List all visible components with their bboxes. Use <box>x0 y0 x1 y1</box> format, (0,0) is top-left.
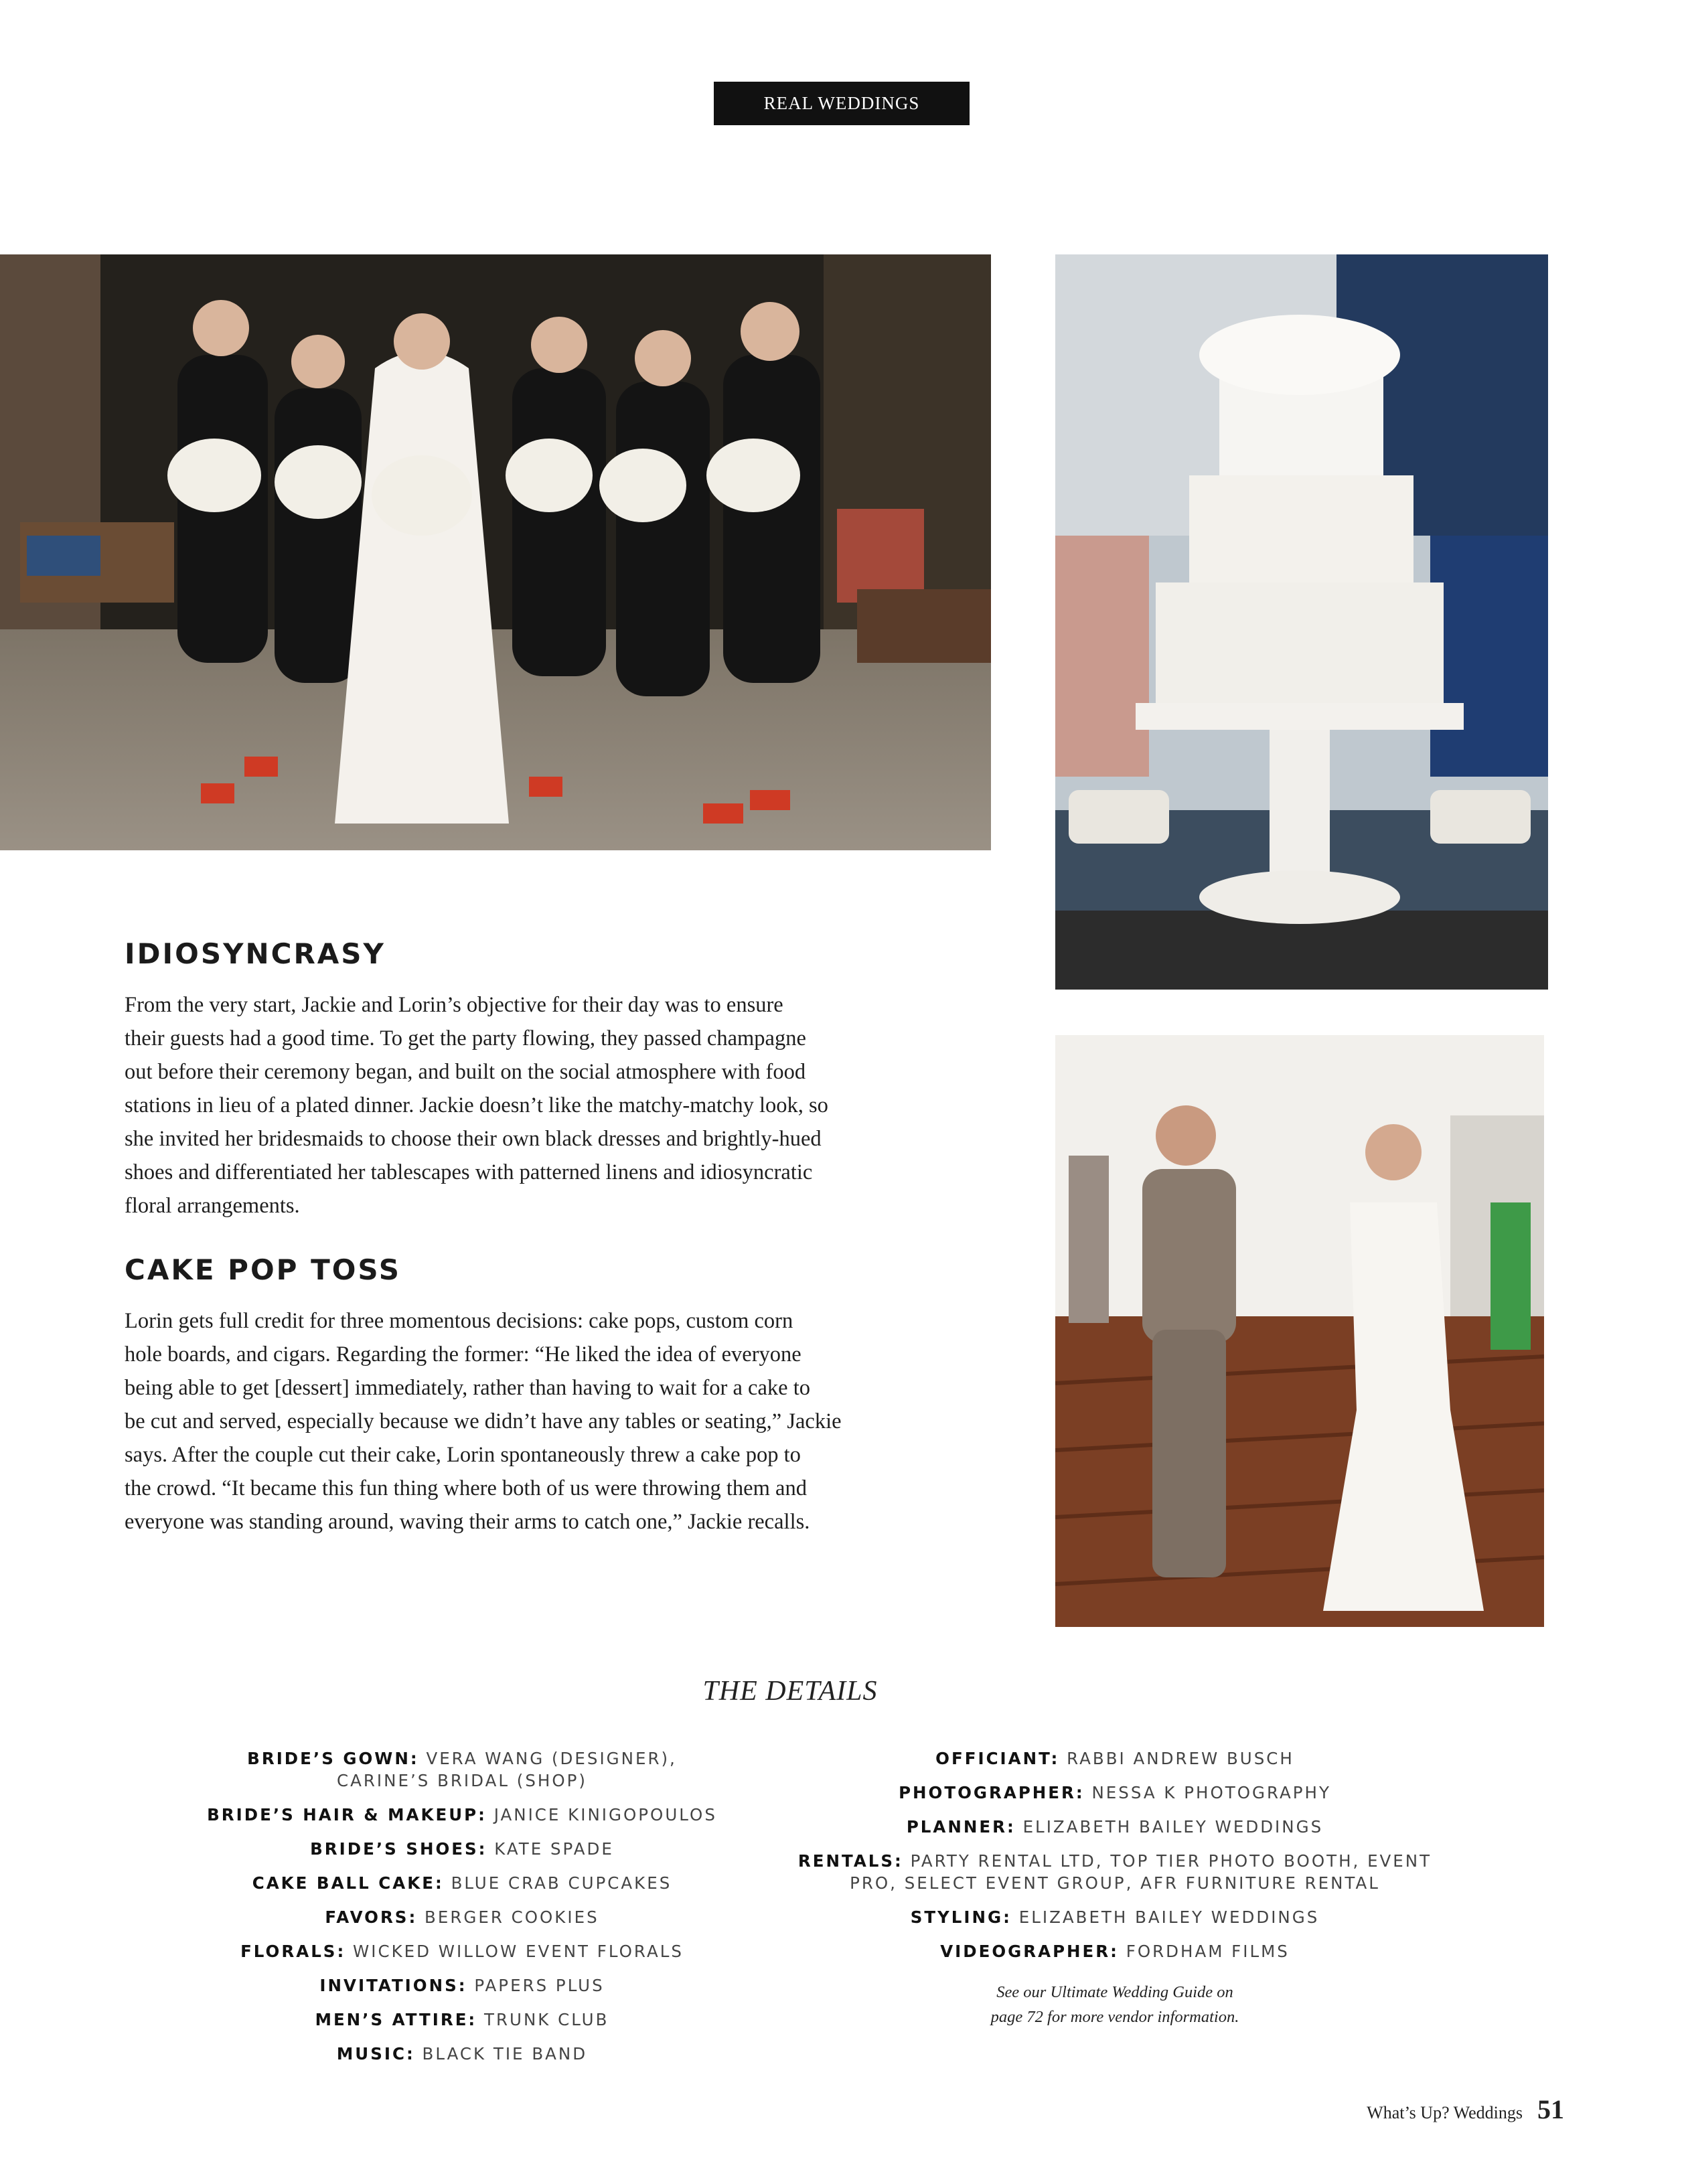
detail-value: ELIZABETH BAILEY WEDDINGS <box>1022 1817 1324 1837</box>
body-line: everyone was standing around, waving their arms to catch one,” Jackie recalls. <box>125 1510 810 1534</box>
body-line: out before their ceremony began, and built on the social atmosphere with food <box>125 1060 806 1084</box>
body-line: the crowd. “It became this fun thing where both of us were throwing them and <box>125 1476 807 1500</box>
detail-value: FORDHAM FILMS <box>1126 1942 1290 1961</box>
detail-label: OFFICIANT: <box>935 1749 1060 1768</box>
detail-value-continued: PRO, SELECT EVENT GROUP, AFR FURNITURE RENTAL <box>850 1873 1380 1893</box>
details-right-column <box>757 1747 1473 2029</box>
detail-item <box>757 1940 1473 1962</box>
detail-label: VIDEOGRAPHER: <box>940 1942 1119 1961</box>
detail-value: BLUE CRAB CUPCAKES <box>451 1873 672 1893</box>
body-line: she invited her bridesmaids to choose their own black dresses and brightly-hued <box>125 1127 822 1151</box>
detail-value-continued: CARINE’S BRIDAL (SHOP) <box>337 1771 587 1790</box>
body-line: being able to get [dessert] immediately, rather than having to wait for a cake to <box>125 1376 810 1400</box>
detail-item <box>757 1850 1473 1894</box>
detail-value: KATE SPADE <box>494 1839 614 1859</box>
detail-label: PLANNER: <box>906 1817 1016 1837</box>
body-line: shoes and differentiated her tablescapes with patterned linens and idiosyncratic <box>125 1160 813 1184</box>
section-heading-idiosyncrasy: IDIOSYNCRASY <box>125 937 386 970</box>
detail-value: BLACK TIE BAND <box>422 2044 588 2063</box>
page-number: 51 <box>1537 2094 1564 2124</box>
detail-value: BERGER COOKIES <box>425 1907 599 1927</box>
detail-label: PHOTOGRAPHER: <box>899 1783 1085 1802</box>
detail-item <box>757 1906 1473 1928</box>
section-body-idiosyncrasy <box>125 988 1015 1223</box>
detail-item <box>107 1872 817 1894</box>
body-line: be cut and served, especially because we didn’t have any tables or seating,” Jackie <box>125 1409 842 1433</box>
detail-item <box>757 1747 1473 1770</box>
detail-value: RABBI ANDREW BUSCH <box>1067 1749 1294 1768</box>
detail-value: ELIZABETH BAILEY WEDDINGS <box>1018 1907 1320 1927</box>
detail-item <box>107 1747 817 1792</box>
detail-value: PARTY RENTAL LTD, TOP TIER PHOTO BOOTH, EVENT <box>910 1851 1432 1871</box>
detail-label: MUSIC: <box>336 2044 415 2063</box>
body-line: stations in lieu of a plated dinner. Jackie doesn’t like the matchy-matchy look, so <box>125 1093 828 1117</box>
section-tag-label: REAL WEDDINGS <box>763 93 920 113</box>
detail-label: STYLING: <box>910 1907 1012 1927</box>
body-line: floral arrangements. <box>125 1194 300 1218</box>
detail-label: MEN’S ATTIRE: <box>315 2010 477 2029</box>
detail-item <box>107 1940 817 1962</box>
couple-dance-photo <box>1055 1035 1544 1627</box>
body-line: hole boards, and cigars. Regarding the former: “He liked the idea of everyone <box>125 1342 801 1367</box>
detail-item <box>107 2043 817 2065</box>
detail-label: FAVORS: <box>325 1907 418 1927</box>
details-left-column <box>107 1747 817 2077</box>
section-body-cake-pop-toss <box>125 1304 1015 1539</box>
detail-label: CAKE BALL CAKE: <box>252 1873 444 1893</box>
cake-photo <box>1055 254 1548 990</box>
detail-item <box>757 1782 1473 1804</box>
detail-item <box>107 1804 817 1826</box>
detail-label: RENTALS: <box>797 1851 903 1871</box>
detail-label: BRIDE’S GOWN: <box>247 1749 419 1768</box>
section-heading-cake-pop-toss: CAKE POP TOSS <box>125 1253 402 1286</box>
note-line: See our Ultimate Wedding Guide on <box>996 1983 1233 2001</box>
detail-item <box>107 1906 817 1928</box>
page-footer <box>1367 2094 1564 2125</box>
note-line: page 72 for more vendor information. <box>990 2008 1239 2026</box>
detail-label: BRIDE’S HAIR & MAKEUP: <box>207 1805 487 1824</box>
detail-item <box>107 1974 817 1997</box>
bridal-party-photo <box>0 254 991 850</box>
details-title: THE DETAILS <box>702 1676 878 1707</box>
detail-item <box>107 2009 817 2031</box>
detail-item <box>757 1816 1473 1838</box>
detail-label: INVITATIONS: <box>319 1976 467 1995</box>
body-line: says. After the couple cut their cake, Lorin spontaneously threw a cake pop to <box>125 1443 801 1467</box>
detail-value: VERA WANG (DESIGNER), <box>426 1749 677 1768</box>
body-line: their guests had a good time. To get the party flowing, they passed champagne <box>125 1026 806 1050</box>
detail-value: JANICE KINIGOPOULOS <box>493 1805 717 1824</box>
body-line: From the very start, Jackie and Lorin’s objective for their day was to ensure <box>125 993 783 1017</box>
vendor-guide-note <box>757 1980 1473 2029</box>
detail-value: PAPERS PLUS <box>474 1976 605 1995</box>
detail-value: NESSA K PHOTOGRAPHY <box>1091 1783 1331 1802</box>
section-tag <box>714 82 970 125</box>
detail-value: WICKED WILLOW EVENT FLORALS <box>353 1942 684 1961</box>
publication-name: What’s Up? Weddings <box>1367 2103 1523 2122</box>
detail-label: FLORALS: <box>240 1942 346 1961</box>
body-line: Lorin gets full credit for three momentous decisions: cake pops, custom corn <box>125 1309 793 1333</box>
detail-item <box>107 1838 817 1860</box>
detail-value: TRUNK CLUB <box>484 2010 609 2029</box>
detail-label: BRIDE’S SHOES: <box>310 1839 487 1859</box>
